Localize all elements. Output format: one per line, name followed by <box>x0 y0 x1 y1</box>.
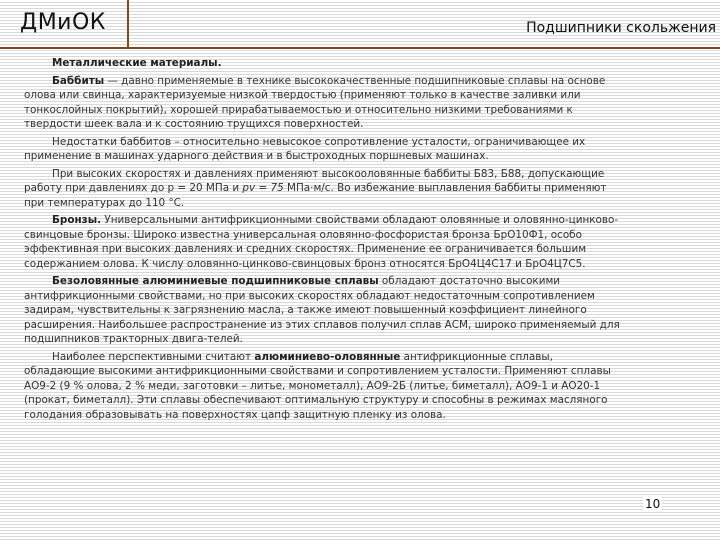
text-segment: эффективная при высоких давлениях и средних скоростях. Применение ее ограничивается большим <box>24 243 587 255</box>
text-line <box>24 167 704 182</box>
text-segment: расширения. Наибольшее распространение из этих сплавов получил сплав АСМ, широко применяемый для <box>24 318 620 331</box>
text-line <box>24 303 704 318</box>
text-line <box>24 56 704 71</box>
text-segment: свинцовые бронзы. Широко известна универсальная оловянно-фосфористая бронза БрО10Ф1, особо <box>24 228 582 241</box>
text-segment: голодания образовывать на поверхностях цапф защитную пленку из олова. <box>24 408 446 421</box>
text-line <box>24 181 704 196</box>
header-horizontal-divider <box>0 47 720 49</box>
paragraph <box>24 135 704 164</box>
text-segment: олова или свинца, характеризуемые низкой твердостью (применяют только в качестве заливки или <box>24 89 581 101</box>
text-line <box>24 274 704 289</box>
bold-term: алюминиево-оловянные <box>254 350 401 363</box>
course-logo-text: ДМиОК <box>20 10 106 35</box>
paragraph <box>24 74 704 132</box>
text-segment: — давно применяемые в технике высококачественные подшипниковые сплавы на основе <box>104 74 606 87</box>
text-segment: подшипников тракторных двига-телей. <box>24 333 243 345</box>
slide-title: Подшипники скольжения <box>526 20 716 36</box>
text-line <box>24 379 704 394</box>
text-segment: антифрикционными свойствами, но при высоких скоростях обладают недостаточным сопротивлением <box>24 289 595 302</box>
text-segment: Универсальными антифрикционными свойствами обладают оловянные и оловянно-цинково- <box>101 214 619 226</box>
paragraph <box>24 274 704 347</box>
text-line <box>24 228 704 243</box>
paragraph <box>24 213 704 271</box>
text-segment: АО9-2 (9 % олова, 2 % меди, заготовки – литье, монометалл), АО9-2Б (литье, биметалл), АО9-1 и АО20-1 <box>24 379 601 392</box>
text-line <box>24 196 704 211</box>
text-segment: МПа·м/с. Во избежание выплавления баббиты применяют <box>283 182 607 194</box>
text-line <box>24 135 704 150</box>
paragraph <box>24 167 704 211</box>
text-line <box>24 364 704 379</box>
text-line <box>24 289 704 304</box>
text-segment: применение в машинах ударного действия и в быстроходных поршневых машинах. <box>24 150 489 162</box>
text-line <box>24 213 704 228</box>
text-line <box>24 393 704 408</box>
text-segment: pv = 75 <box>242 182 284 194</box>
text-line <box>24 350 704 365</box>
page-number: 10 <box>645 497 661 511</box>
bold-term: Безоловянные алюминиевые подшипниковые сплавы <box>52 275 379 287</box>
text-segment: работу при давлениях до p = 20 МПа и <box>24 182 243 194</box>
text-segment: при температурах до 110 °С. <box>24 196 185 209</box>
text-line <box>24 332 704 347</box>
text-line <box>24 242 704 257</box>
text-segment: задирам, чувствительны к загрязнению масла, а также имеют повышенный коэффициент линейного <box>24 304 587 316</box>
bold-term: Баббиты <box>52 74 105 87</box>
text-segment: При высоких скоростях и давлениях применяют высокооловянные баббиты Б83, Б88, допускающие <box>52 167 605 180</box>
bold-term: Бронзы. <box>52 214 102 226</box>
text-line <box>24 408 704 423</box>
text-line <box>24 117 704 132</box>
text-segment: Недостатки баббитов – относительно невысокое сопротивление усталости, ограничивающее их <box>52 135 586 148</box>
text-segment: антифрикционные сплавы, <box>400 350 553 363</box>
text-segment: обладающие высокими антифрикционными свойствами и сопротивлением усталости. Применяют сплавы <box>24 365 611 377</box>
text-segment: Наиболее перспективными считают <box>52 350 255 363</box>
text-segment: твердости шеек вала и к состоянию трущихся поверхностей. <box>24 118 364 130</box>
text-segment: (прокат, биметалл). Эти сплавы обеспечивают оптимальную структуру и способны в режимах масляного <box>24 394 608 406</box>
slide-body-text <box>24 56 704 425</box>
text-line <box>24 103 704 118</box>
header-vertical-divider <box>127 0 129 48</box>
text-segment: тонкослойных покрытий), хорошей прирабатываемостью и относительно низкими требованиями к <box>24 103 573 116</box>
text-line <box>24 74 704 89</box>
text-line <box>24 257 704 272</box>
paragraph <box>24 56 704 71</box>
text-segment: обладают достаточно высокими <box>378 275 561 287</box>
text-line <box>24 318 704 333</box>
text-line <box>24 88 704 103</box>
text-line <box>24 149 704 164</box>
paragraph <box>24 350 704 423</box>
header-underline-accent <box>0 50 720 51</box>
bold-term: Металлические материалы. <box>52 57 222 69</box>
text-segment: содержанием олова. К числу оловянно-цинково-свинцовых бронз относятся БрО4Ц4С17 и БрО4Ц7С5. <box>24 257 586 270</box>
